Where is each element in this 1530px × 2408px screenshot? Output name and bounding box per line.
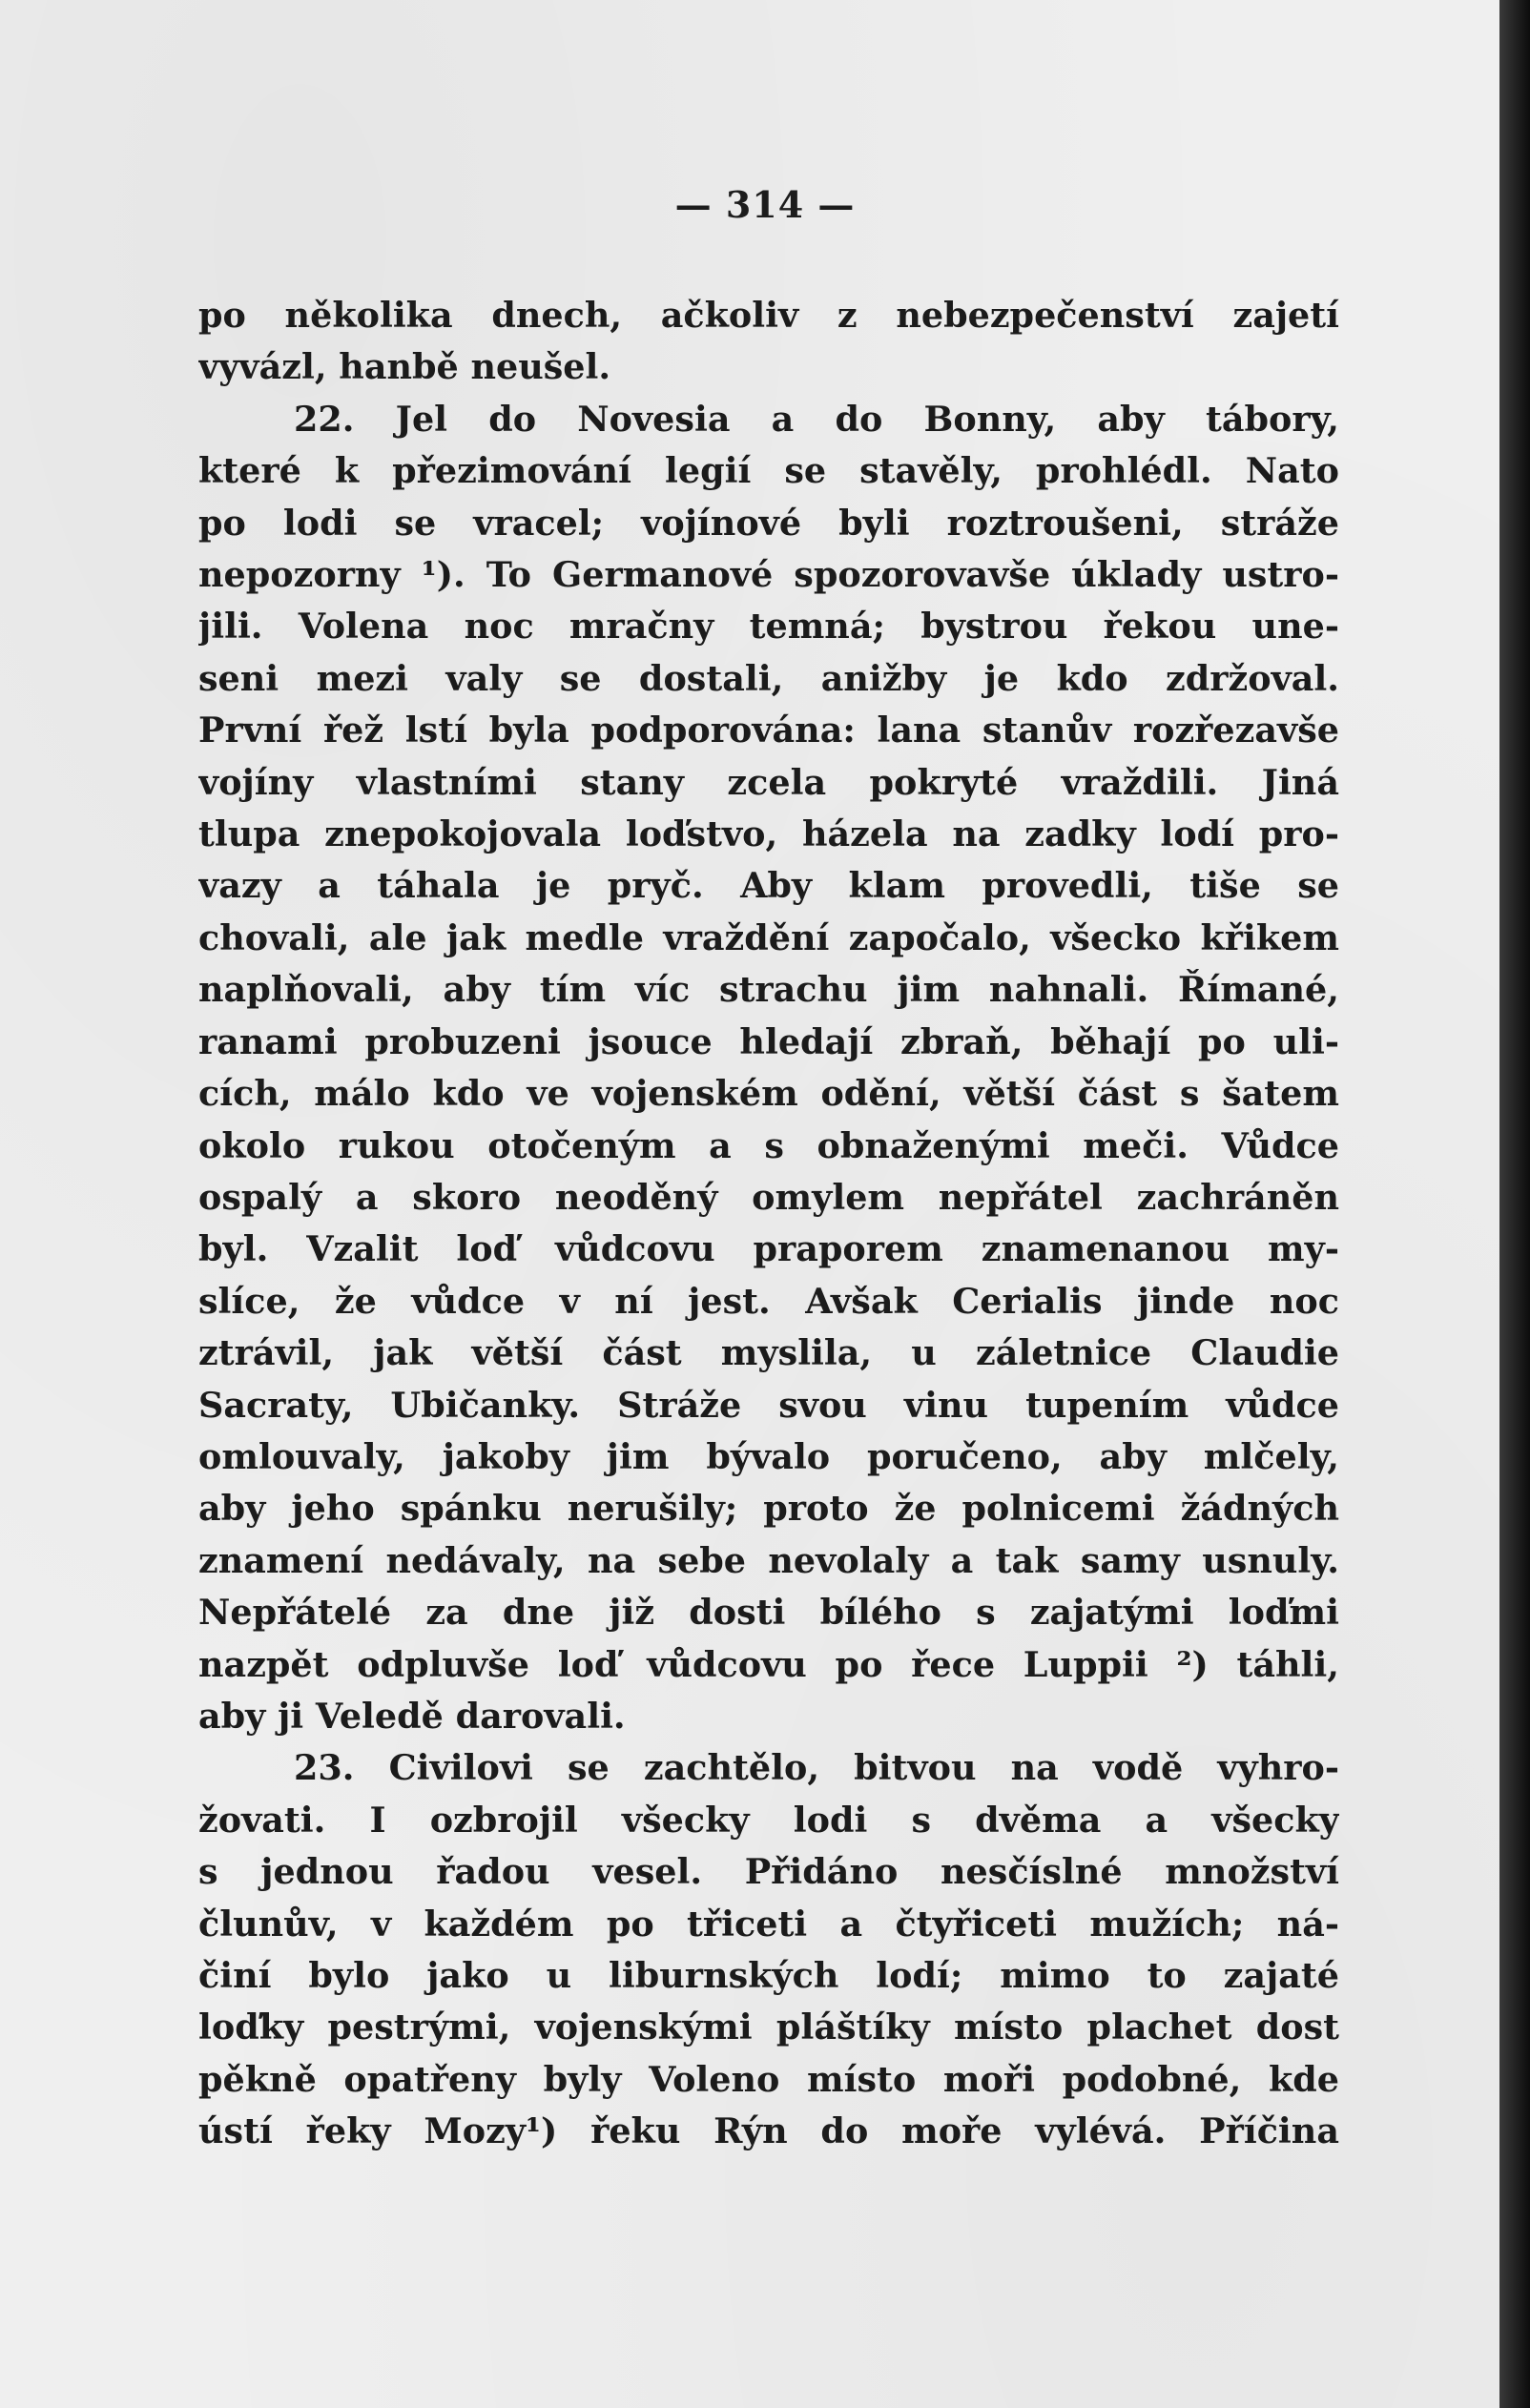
text-line: omlouvaly, jakoby jim bývalo poručeno, aby mlčely, xyxy=(198,1435,1339,1477)
text-line: činí bylo jako u liburnských lodí; mimo to zajaté xyxy=(198,1955,1339,1996)
text-line: znamení nedávaly, na sebe nevolaly a tak samy usnuly. xyxy=(198,1539,1339,1581)
text-line: cích, málo kdo ve vojenském odění, větší část s šatem xyxy=(198,1073,1339,1115)
text-line: Nepřátelé za dne již dosti bílého s zajatými loďmi xyxy=(198,1592,1339,1634)
text-line: tlupa znepokojovala loďstvo, házela na zadky lodí pro- xyxy=(198,813,1339,855)
text-line: slíce, že vůdce v ní jest. Avšak Cerialis jinde noc xyxy=(198,1280,1339,1322)
text-line: loďky pestrými, vojenskými pláštíky místo plachet dost xyxy=(198,2007,1339,2048)
text-line: 22. Jel do Novesia a do Bonny, aby tábory, xyxy=(294,398,1339,440)
text-line: nazpět odpluvše loď vůdcovu po řece Luppii ²) táhli, xyxy=(198,1643,1339,1685)
body-text xyxy=(198,290,1339,2158)
text-line: které k přezimování legií se stavěly, prohlédl. Nato xyxy=(198,450,1339,492)
text-line: po několika dnech, ačkoliv z nebezpečenství zajetí xyxy=(198,295,1339,336)
text-line: vazy a táhala je pryč. Aby klam provedli, tiše se xyxy=(198,865,1339,907)
text-line: Sacraty, Ubičanky. Stráže svou vinu tupením vůdce xyxy=(198,1384,1339,1426)
text-line: seni mezi valy se dostali, anižby je kdo zdržoval. xyxy=(198,657,1339,699)
text-line: ztrávil, jak větší část myslila, u záletnice Claudie xyxy=(198,1332,1339,1374)
text-line: 23. Civilovi se zachtělo, bitvou na vodě vyhro- xyxy=(294,1747,1339,1789)
text-line: ospalý a skoro neoděný omylem nepřátel zachráněn xyxy=(198,1176,1339,1218)
text-line: vyvázl, hanbě neušel. xyxy=(198,346,611,388)
scan-edge-shadow xyxy=(1499,0,1530,2408)
text-line: naplňovali, aby tím víc strachu jim nahnali. Římané, xyxy=(198,969,1339,1011)
text-line: ústí řeky Mozy¹) řeku Rýn do moře vylévá. Příčina xyxy=(198,2110,1339,2152)
text-line: ranami probuzeni jsouce hledají zbraň, běhají po uli- xyxy=(198,1020,1339,1062)
text-line: vojíny vlastními stany zcela pokryté vraždili. Jiná xyxy=(198,761,1339,803)
page-number: — 314 — xyxy=(674,183,856,226)
text-line: nepozorny ¹). To Germanové spozorovavše úklady ustro- xyxy=(198,554,1339,596)
text-line: chovali, ale jak medle vraždění započalo, všecko křikem xyxy=(198,916,1339,958)
text-line: žovati. I ozbrojil všecky lodi s dvěma a všecky xyxy=(198,1799,1339,1841)
text-line: okolo rukou otočeným a s obnaženými meči. Vůdce xyxy=(198,1124,1339,1166)
text-line: aby ji Veledě darovali. xyxy=(198,1695,626,1737)
text-line: pěkně opatřeny byly Voleno místo moři podobné, kde xyxy=(198,2058,1339,2100)
text-line: První řež lstí byla podporována: lana stanův rozřezavše xyxy=(198,710,1339,751)
text-line: po lodi se vracel; vojínové byli roztroušeni, stráže xyxy=(198,502,1339,544)
text-line: člunův, v každém po třiceti a čtyřiceti mužích; ná- xyxy=(198,1903,1339,1945)
text-line: jili. Volena noc mračny temná; bystrou řekou une- xyxy=(198,606,1339,648)
text-line: aby jeho spánku nerušily; proto že polnicemi žádných xyxy=(198,1488,1339,1530)
text-line: s jednou řadou vesel. Přidáno nesčíslné množství xyxy=(198,1851,1339,1893)
text-line: byl. Vzalit loď vůdcovu praporem znamenanou my- xyxy=(198,1228,1339,1270)
